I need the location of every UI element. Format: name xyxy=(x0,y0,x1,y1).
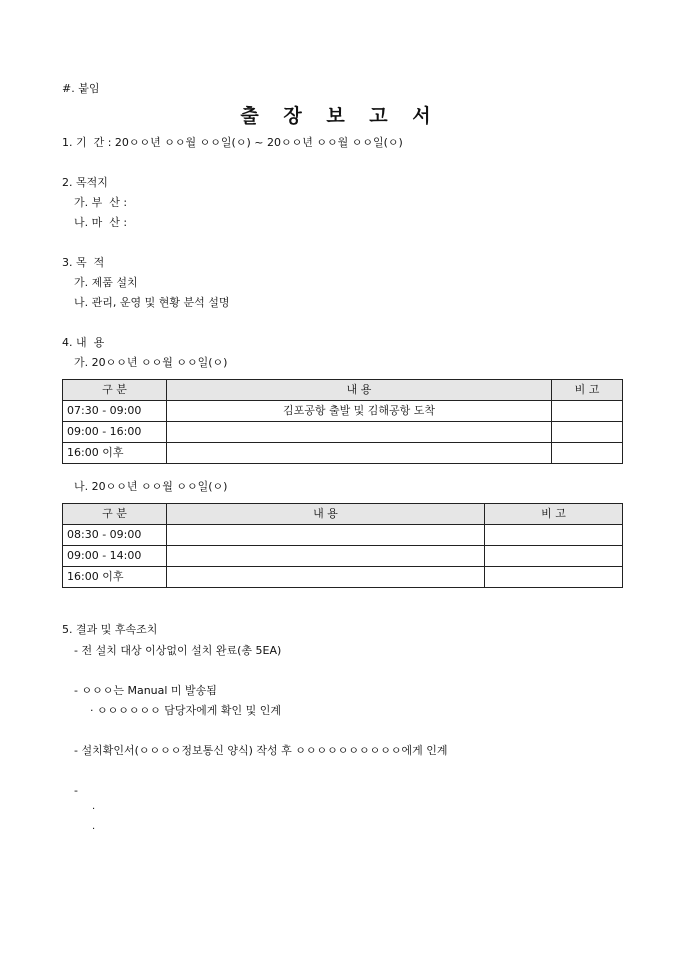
note-cell xyxy=(552,443,623,464)
day2-label: 나. 20ㅇㅇ년 ㅇㅇ월 ㅇㅇ일(ㅇ) xyxy=(74,480,228,493)
content-cell: 김포공항 출발 및 김해공항 도착 xyxy=(167,401,552,422)
purpose-item-1: 가. 제품 설치 xyxy=(74,276,138,289)
result-item-3: - 설치확인서(ㅇㅇㅇㅇ정보통신 양식) 작성 후 ㅇㅇㅇㅇㅇㅇㅇㅇㅇㅇ에게 인계 xyxy=(74,744,448,757)
content-cell xyxy=(167,525,485,546)
day2-schedule-table xyxy=(62,503,623,588)
time-cell: 16:00 이후 xyxy=(63,567,167,588)
note-cell xyxy=(552,422,623,443)
note-cell xyxy=(485,546,623,567)
result-item-2-sub: · ㅇㅇㅇㅇㅇㅇ 담당자에게 확인 및 인계 xyxy=(90,704,281,717)
destination-item-masan: 나. 마 산 : xyxy=(74,216,128,229)
note-cell xyxy=(485,525,623,546)
time-cell: 08:30 - 09:00 xyxy=(63,525,167,546)
result-item-1: - 전 설치 대상 이상없이 설치 완료(총 5EA) xyxy=(74,644,282,657)
note-cell xyxy=(485,567,623,588)
results-heading: 5. 결과 및 후속조치 xyxy=(62,623,158,636)
content-heading: 4. 내 용 xyxy=(62,336,105,349)
day1-schedule-table xyxy=(62,379,623,464)
table-row xyxy=(63,401,623,422)
table-row xyxy=(63,443,623,464)
report-title: 출 장 보 고 서 xyxy=(240,105,440,127)
result-item-4: - xyxy=(74,784,78,797)
note-cell xyxy=(552,401,623,422)
time-cell: 07:30 - 09:00 xyxy=(63,401,167,422)
purpose-heading: 3. 목 적 xyxy=(62,256,105,269)
header-content: 내 용 xyxy=(167,380,552,401)
period-line: 1. 기 간 : 20ㅇㅇ년 ㅇㅇ월 ㅇㅇ일(ㅇ) ~ 20ㅇㅇ년 ㅇㅇ월 ㅇㅇ일(ㅇ) xyxy=(62,136,403,149)
result-item-4-sub-1: · xyxy=(92,804,96,815)
table-row xyxy=(63,525,623,546)
table-header-row xyxy=(63,504,623,525)
header-note: 비 고 xyxy=(552,380,623,401)
header-category: 구 분 xyxy=(63,504,167,525)
purpose-item-2: 나. 관리, 운영 및 현황 분석 설명 xyxy=(74,296,230,309)
table-row xyxy=(63,546,623,567)
content-cell xyxy=(167,422,552,443)
content-cell xyxy=(167,546,485,567)
content-cell xyxy=(167,443,552,464)
header-note: 비 고 xyxy=(485,504,623,525)
result-item-2: - ㅇㅇㅇ는 Manual 미 발송됨 xyxy=(74,684,217,697)
table-row xyxy=(63,567,623,588)
header-category: 구 분 xyxy=(63,380,167,401)
result-item-4-sub-2: · xyxy=(92,824,96,835)
destination-heading: 2. 목적지 xyxy=(62,176,108,189)
day1-label: 가. 20ㅇㅇ년 ㅇㅇ월 ㅇㅇ일(ㅇ) xyxy=(74,356,228,369)
content-cell xyxy=(167,567,485,588)
table-header-row xyxy=(63,380,623,401)
destination-item-busan: 가. 부 산 : xyxy=(74,196,128,209)
time-cell: 09:00 - 14:00 xyxy=(63,546,167,567)
time-cell: 16:00 이후 xyxy=(63,443,167,464)
attachment-label: #. 붙임 xyxy=(62,82,100,95)
header-content: 내 용 xyxy=(167,504,485,525)
table-row xyxy=(63,422,623,443)
time-cell: 09:00 - 16:00 xyxy=(63,422,167,443)
